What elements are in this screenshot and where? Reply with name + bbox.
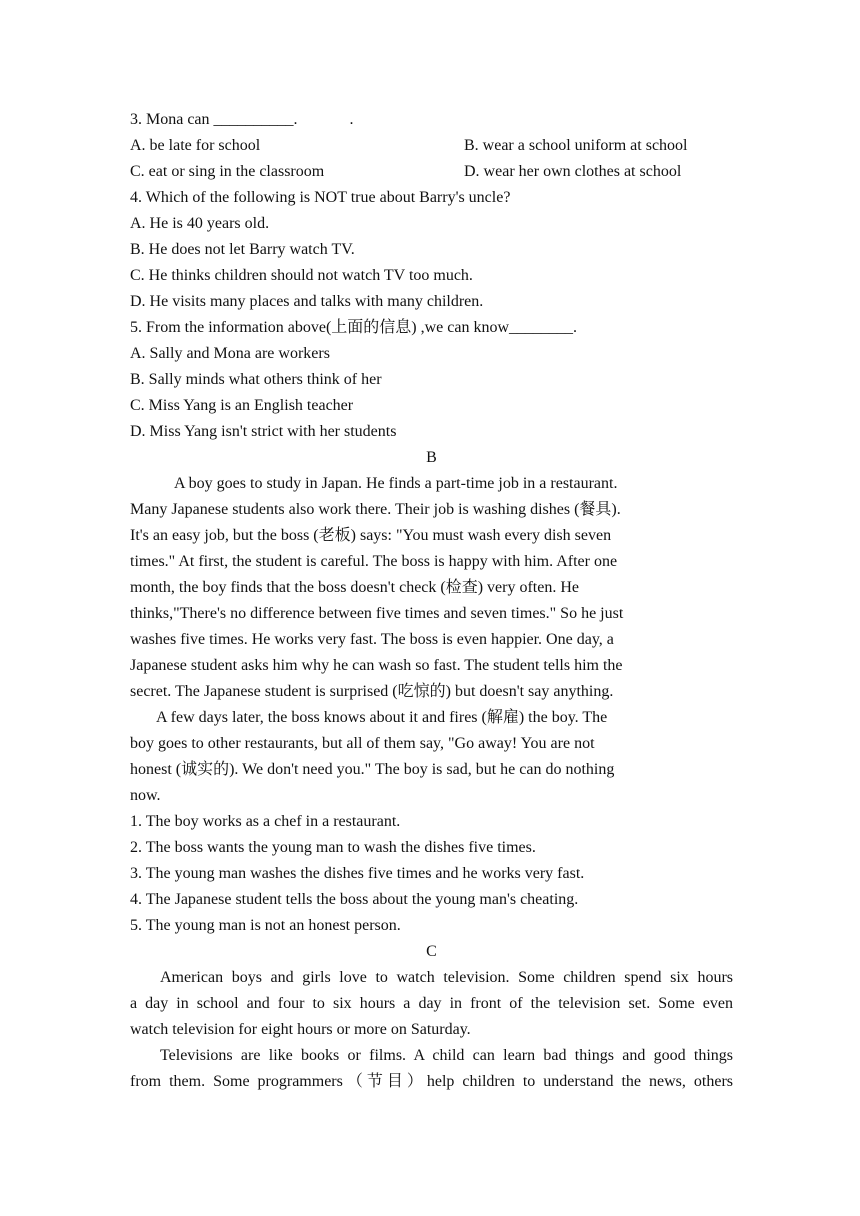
question-3-options-row-1 [130,133,733,159]
section-b-para1-line: It's an easy job, but the boss (老板) says: "You must wash every dish seven [130,527,612,544]
question-5-option-b: B. Sally minds what others think of her [130,371,382,388]
question-3-options-row-2 [130,159,733,185]
section-b-statement-1: 1. The boy works as a chef in a restaurant. [130,813,401,830]
question-5-stem: 5. From the information above(上面的信息) ,we can know________. [130,319,578,336]
section-c-para2-line: Televisions are like books or films. A child can learn bad things and good things [160,1047,733,1064]
section-c-para1-line: watch television for eight hours or more on Saturday. [130,1021,471,1038]
section-b-para1-line: Many Japanese students also work there. Their job is washing dishes (餐具). [130,501,621,518]
section-b-para2-line: boy goes to other restaurants, but all of them say, "Go away! You are not [130,735,595,752]
section-b-para1-line: times." At first, the student is careful. The boss is happy with him. After one [130,553,618,570]
section-c-heading: C [426,943,437,960]
document-body [130,107,733,1095]
section-b-heading: B [426,449,437,466]
question-4-stem: 4. Which of the following is NOT true about Barry's uncle? [130,189,511,206]
question-3-option-d: D. wear her own clothes at school [464,163,682,180]
section-c-para2-line: from them. Some programmers（节目）help children to understand the news, others [130,1073,733,1090]
section-b-para2-line: honest (诚实的). We don't need you." The boy is sad, but he can do nothing [130,761,615,778]
section-b-para1-line: secret. The Japanese student is surprised (吃惊的) but doesn't say anything. [130,683,614,700]
section-b-para1-line: A boy goes to study in Japan. He finds a part-time job in a restaurant. [174,475,618,492]
question-3-option-a: A. be late for school [130,137,261,154]
question-3-option-c: C. eat or sing in the classroom [130,163,325,180]
section-b-para2-line: A few days later, the boss knows about it and fires (解雇) the boy. The [156,709,608,726]
section-b-para1-line: month, the boy finds that the boss doesn't check (检查) very often. He [130,579,580,596]
question-4-option-d: D. He visits many places and talks with many children. [130,293,484,310]
question-5-option-d: D. Miss Yang isn't strict with her students [130,423,397,440]
question-3-stem: 3. Mona can __________. . [130,111,354,128]
section-b-statement-4: 4. The Japanese student tells the boss about the young man's cheating. [130,891,579,908]
section-b-para2-line: now. [130,787,161,804]
section-c-para1-line: American boys and girls love to watch television. Some children spend six hours [160,969,733,986]
question-5-option-a: A. Sally and Mona are workers [130,345,330,362]
question-5-option-c: C. Miss Yang is an English teacher [130,397,354,414]
section-b-para1-line: Japanese student asks him why he can wash so fast. The student tells him the [130,657,623,674]
section-c-para1-line: a day in school and four to six hours a day in front of the television set. Some even [130,995,733,1012]
question-3-option-b: B. wear a school uniform at school [464,137,688,154]
section-b-statement-3: 3. The young man washes the dishes five times and he works very fast. [130,865,585,882]
question-4-option-c: C. He thinks children should not watch TV too much. [130,267,473,284]
section-b-para1-line: washes five times. He works very fast. The boss is even happier. One day, a [130,631,614,648]
section-b-statement-2: 2. The boss wants the young man to wash the dishes five times. [130,839,536,856]
section-b-statement-5: 5. The young man is not an honest person. [130,917,401,934]
question-4-option-a: A. He is 40 years old. [130,215,270,232]
section-b-para1-line: thinks,"There's no difference between five times and seven times." So he just [130,605,624,622]
question-4-option-b: B. He does not let Barry watch TV. [130,241,355,258]
